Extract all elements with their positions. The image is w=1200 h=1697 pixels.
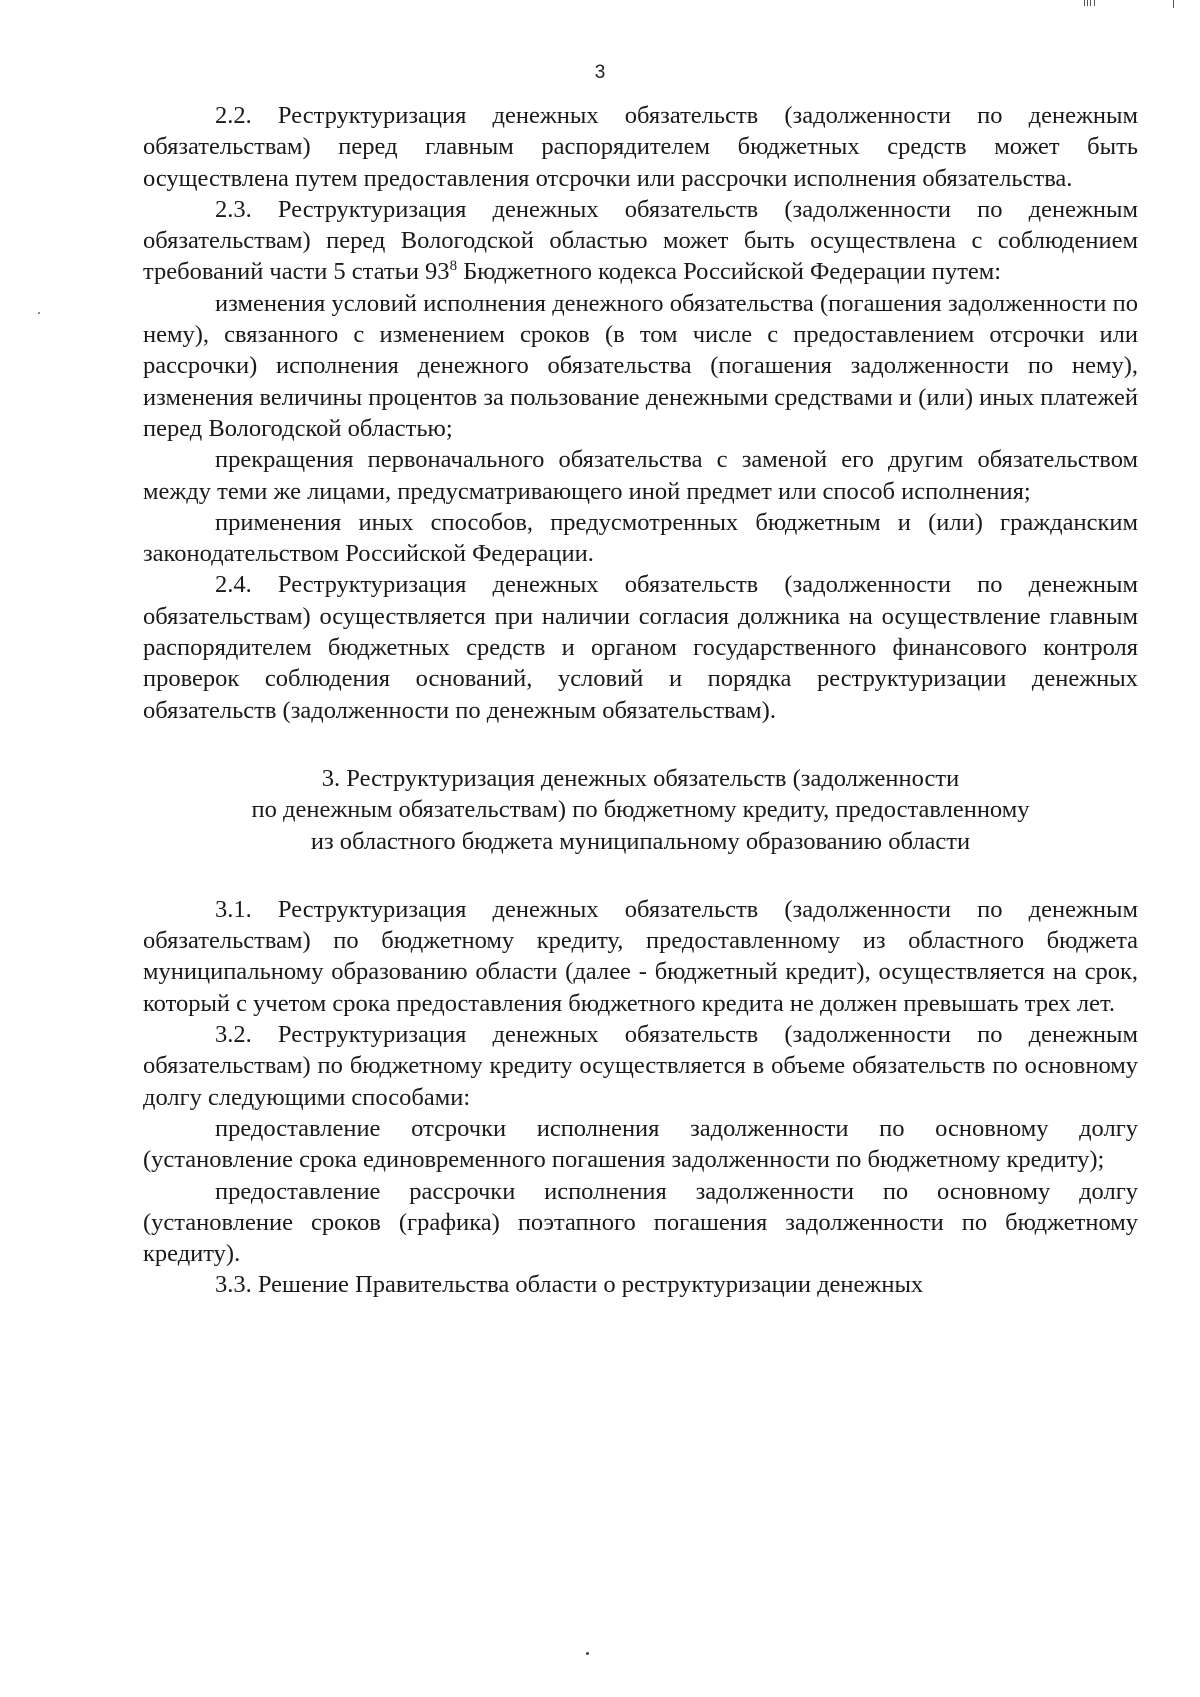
paragraph-2-2: 2.2. Реструктуризация денежных обязательств (задолженности по денежным обязательствам) перед главным распорядителем бюджетных средств может быть осуществлена путем предоставления отсрочки или рассрочки исполнения обязательства. bbox=[143, 102, 1138, 192]
section-3-heading-line-1: 3. Реструктуризация денежных обязательств (задолженности bbox=[321, 764, 960, 792]
paragraph-3-1: 3.1. Реструктуризация денежных обязательств (задолженности по денежным обязательствам) по бюджетному кредиту, предоставленному из областного бюджета муниципальному образованию области (далее - бюджетный кредит), осуществляется на срок, который с учетом срока предоставления бюджетного кредита не должен превышать трех лет. bbox=[143, 895, 1138, 1017]
paragraph-2-3-text: 2.3. Реструктуризация денежных обязательств (задолженности по денежным обязательствам) перед Вологодской областью может быть осуществлена с соблюдением требований части 5 статьи 93 bbox=[143, 195, 1138, 286]
page-number: 3 bbox=[594, 62, 606, 83]
document-body bbox=[143, 100, 1138, 1301]
paragraph-3-2: 3.2. Реструктуризация денежных обязательств (задолженности по денежным обязательствам) по бюджетному кредиту осуществляется в объеме обязательств по основному долгу следующими способами: bbox=[143, 1021, 1138, 1111]
paragraph-2-3-item-3: применения иных способов, предусмотренных бюджетным и (или) гражданским законодательством Российской Федерации. bbox=[143, 508, 1138, 568]
paragraph-2-4: 2.4. Реструктуризация денежных обязательств (задолженности по денежным обязательствам) осуществляется при наличии согласия должника на осуществление главным распорядителем бюджетных средств и органом государственного финансового контроля проверок соблюдения оснований, условий и порядка реструктуризации денежных обязательств (задолженности по денежным обязательствам). bbox=[143, 571, 1138, 724]
article-superscript: 8 bbox=[449, 258, 458, 275]
section-3-heading-line-2: по денежным обязательствам) по бюджетному кредиту, предоставленному bbox=[251, 796, 1030, 824]
paragraph-3-2-item-1: предоставление отсрочки исполнения задолженности по основному долгу (установление срока единовременного погашения задолженности по бюджетному кредиту); bbox=[143, 1114, 1138, 1174]
paragraph-2-3-item-2: прекращения первоначального обязательства с заменой его другим обязательством между теми же лицами, предусматривающего иной предмет или способ исполнения; bbox=[143, 446, 1138, 505]
scan-speck-bottom bbox=[586, 1652, 589, 1655]
paragraph-2-3-item-1: изменения условий исполнения денежного обязательства (погашения задолженности по нему), связанного с изменением сроков (в том числе с предоставлением отсрочки или рассрочки) исполнения денежного обязательства (погашения задолженности по нему), изменения величины процентов за пользование денежными средствами и (или) иных платежей перед Вологодской областью; bbox=[143, 289, 1138, 442]
scan-speck bbox=[38, 312, 40, 314]
paragraph-2-3 bbox=[143, 194, 1138, 288]
section-3-heading bbox=[143, 763, 1138, 857]
section-3-heading-line-3: из областного бюджета муниципальному образованию области bbox=[310, 827, 971, 855]
paragraph-3-2-item-2: предоставление рассрочки исполнения задолженности по основному долгу (установление сроков (графика) поэтапного погашения задолженности по бюджетному кредиту). bbox=[143, 1177, 1138, 1268]
paragraph-2-3-tail: Бюджетного кодекса Российской Федерации путем: bbox=[457, 258, 1002, 286]
scan-corner-mark bbox=[1076, 0, 1176, 8]
paragraph-3-3: 3.3. Решение Правительства области о реструктуризации денежных bbox=[215, 1271, 924, 1299]
